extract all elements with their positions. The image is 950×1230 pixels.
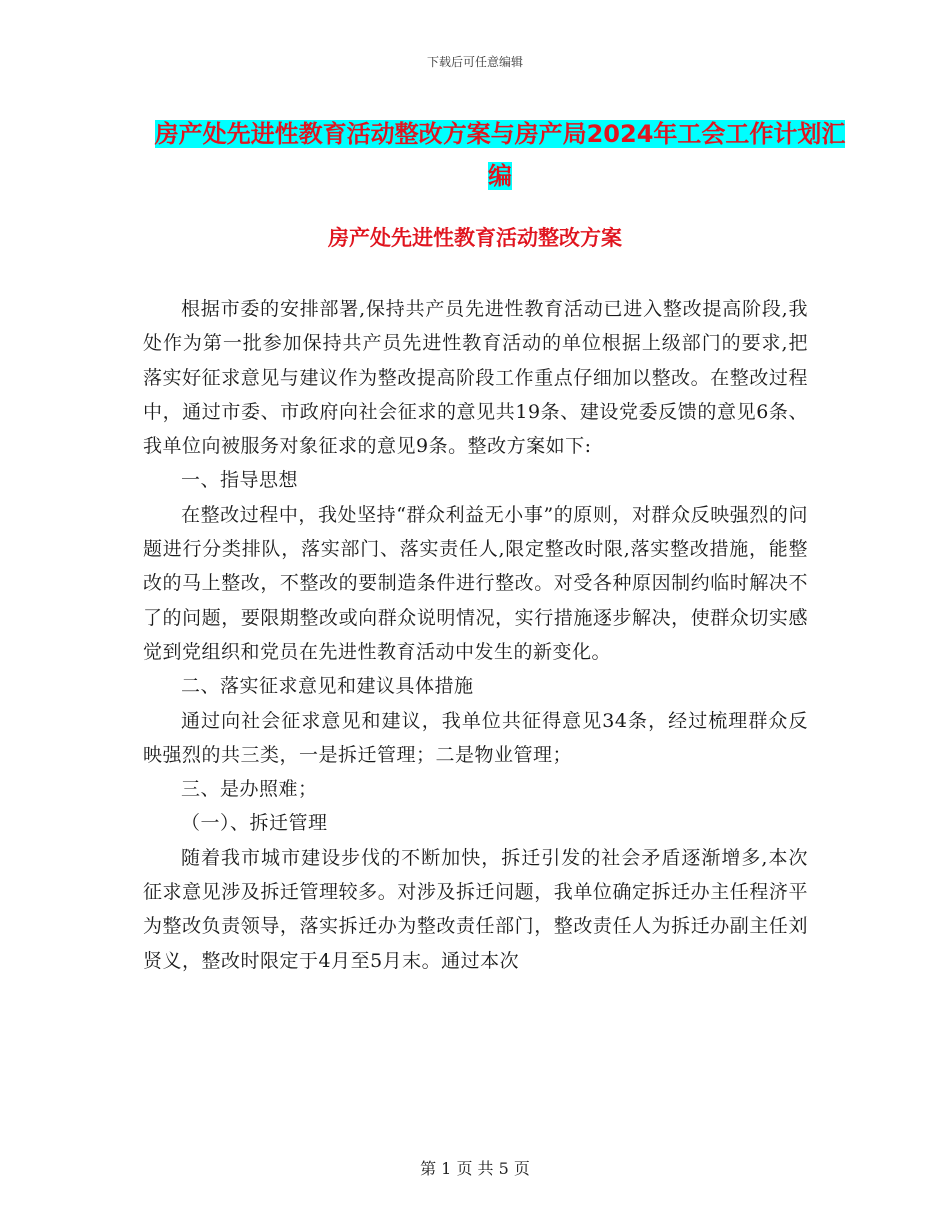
section-title: 房产处先进性教育活动整改方案: [328, 226, 622, 250]
page-footer: 第 1 页 共 5 页: [420, 1159, 530, 1178]
heading-demolition: （一）、拆迁管理: [181, 812, 328, 835]
header-note: 下载后可任意编辑: [426, 55, 523, 69]
paragraph: 根据市委的安排部署,保持共产员先进性教育活动已进入整改提高阶段,我处作为第一批参加保持共产员先进性教育活动的单位根据上级部门的要求,把落实好征求意见与建议作为整改提高阶段工作重点仔细加以整改。在整改过程中，通过市委、市政府向社会征求的意见共19条、建设党委反馈的意见6条、我单位向被服务对象征求的意见9条。整改方案如下:: [143, 298, 808, 458]
heading-measures: 二、落实征求意见和建议具体措施: [181, 675, 474, 698]
document-title: [150, 113, 850, 197]
paragraph: 三、是办照难；: [181, 778, 318, 801]
paragraph: 通过向社会征求意见和建议，我单位共征得意见34条，经过梳理群众反映强烈的共三类，一是拆迁管理；二是物业管理；: [143, 709, 808, 766]
paragraph: 随着我市城市建设步伐的不断加快，拆迁引发的社会矛盾逐渐增多,本次征求意见涉及拆迁管理较多。对涉及拆迁问题，我单位确定拆迁办主任程济平为整改负责领导，落实拆迁办为整改责任部门，整改责任人为拆迁办副主任刘贤义，整改时限定于4月至5月末。通过本次: [143, 846, 808, 972]
heading-guiding-thought: 一、指导思想: [181, 469, 299, 492]
document-title-text: 房产处先进性教育活动整改方案与房产局2024年工会工作计划汇编: [154, 120, 846, 190]
body-text: [143, 292, 808, 978]
paragraph: 在整改过程中，我处坚持“群众利益无小事”的原则，对群众反映强烈的问题进行分类排队，落实部门、落实责任人,限定整改时限,落实整改措施，能整改的马上整改，不整改的要制造条件进行整改。对受各种原因制约临时解决不了的问题，要限期整改或向群众说明情况，实行措施逐步解决，使群众切实感觉到党组织和党员在先进性教育活动中发生的新变化。: [143, 503, 808, 663]
